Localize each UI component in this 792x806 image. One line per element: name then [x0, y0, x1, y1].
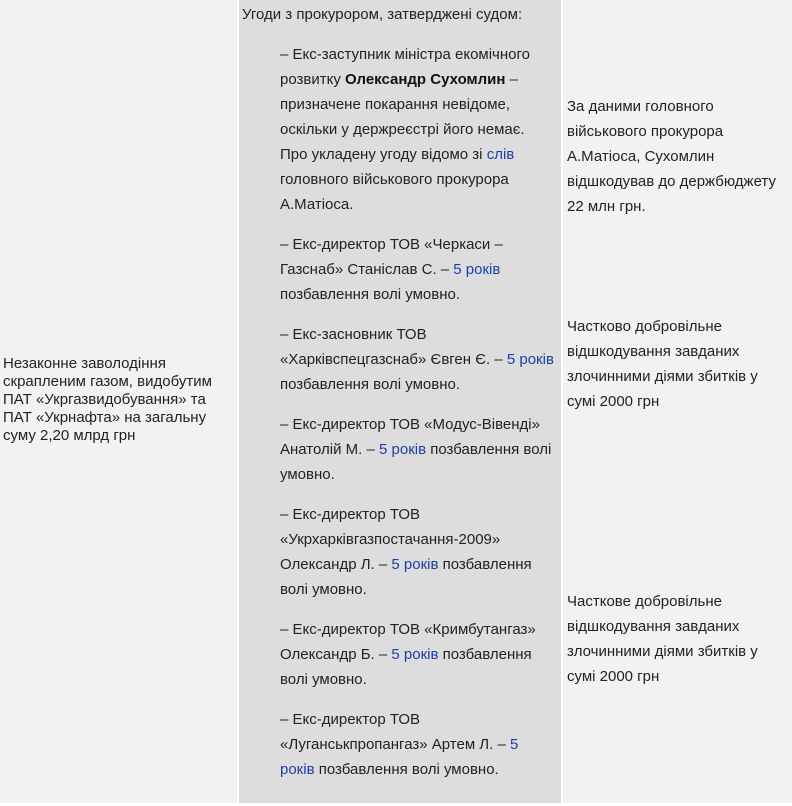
- entry-text: – Екс-директор ТОВ «Укрхарківгазпостачання-2009» Олександр Л. –: [280, 506, 501, 573]
- sentence-link[interactable]: 5 років: [506, 351, 554, 368]
- agreement-entry-3: [280, 322, 555, 397]
- entry-text: – Екс-заступник міністра екомічного розвитку: [280, 46, 530, 88]
- entry-text: – призначене покарання невідоме, оскільки у держреєстрі його немає. Про укладену угоду відомо зі: [280, 71, 525, 163]
- entry-text: – Екс-директор ТОВ «Луганськпропангаз» Артем Л. –: [280, 711, 510, 753]
- sentence-link[interactable]: 5 років: [453, 261, 501, 278]
- entry-text: – Екс-директор ТОВ «Черкаси – Газснаб» Станіслав С. –: [280, 236, 503, 278]
- agreement-entry-1: [280, 42, 555, 217]
- sentence-link[interactable]: 5 років: [391, 646, 439, 663]
- compensation-note-3: Часткове добровільне відшкодування завданих злочинними діями збитків у сумі 2000 грн: [567, 593, 758, 685]
- entry-text: позбавлення волі умовно.: [280, 441, 552, 483]
- entry-text: позбавлення волі умовно.: [314, 761, 499, 778]
- entry-text: головного військового прокурора А.Матіоса.: [280, 171, 509, 213]
- entry-text: – Екс-директор ТОВ «Кримбутангаз» Олександр Б. –: [280, 621, 536, 663]
- entry-text: позбавлення волі умовно.: [280, 376, 460, 393]
- compensation-note-2: Частково добровільне відшкодування завданих злочинними діями збитків у сумі 2000 грн: [567, 318, 758, 410]
- entry-text: позбавлення волі умовно.: [280, 286, 460, 303]
- entry-text: позбавлення волі умовно.: [280, 646, 532, 688]
- sentence-link[interactable]: 5 років: [391, 556, 439, 573]
- defendant-name: Олександр Сухомлин: [345, 71, 506, 88]
- plea-agreements-cell: [239, 0, 561, 803]
- compensation-cell: [563, 0, 792, 803]
- sentence-link[interactable]: 5 років: [280, 736, 519, 778]
- agreement-entry-4: [280, 412, 555, 487]
- entry-text: – Екс-засновник ТОВ «Харківспецгазснаб» Євген Є. –: [280, 326, 507, 368]
- agreement-entry-5: [280, 502, 555, 602]
- agreement-entry-7: [280, 707, 555, 782]
- sentence-link[interactable]: 5 років: [379, 441, 427, 458]
- entry-text: позбавлення волі умовно.: [280, 556, 532, 598]
- source-link[interactable]: слів: [486, 146, 515, 163]
- agreement-entry-2: [280, 232, 555, 307]
- entry-text: – Екс-директор ТОВ «Модус-Вівенді» Анатолій М. –: [280, 416, 540, 458]
- compensation-note-1: За даними головного військового прокурора А.Матіоса, Сухомлин відшкодував до держбюджету 22 млн грн.: [567, 98, 776, 215]
- case-description-cell: [0, 0, 237, 803]
- plea-agreements-title: Угоди з прокурором, затверджені судом:: [242, 6, 523, 23]
- agreement-entry-6: [280, 617, 555, 692]
- case-description: Незаконне заволодіння скрапленим газом, видобутим ПАТ «Укргазвидобування» та ПАТ «Укрнафта» на загальну суму 2,20 млрд грн: [3, 355, 212, 444]
